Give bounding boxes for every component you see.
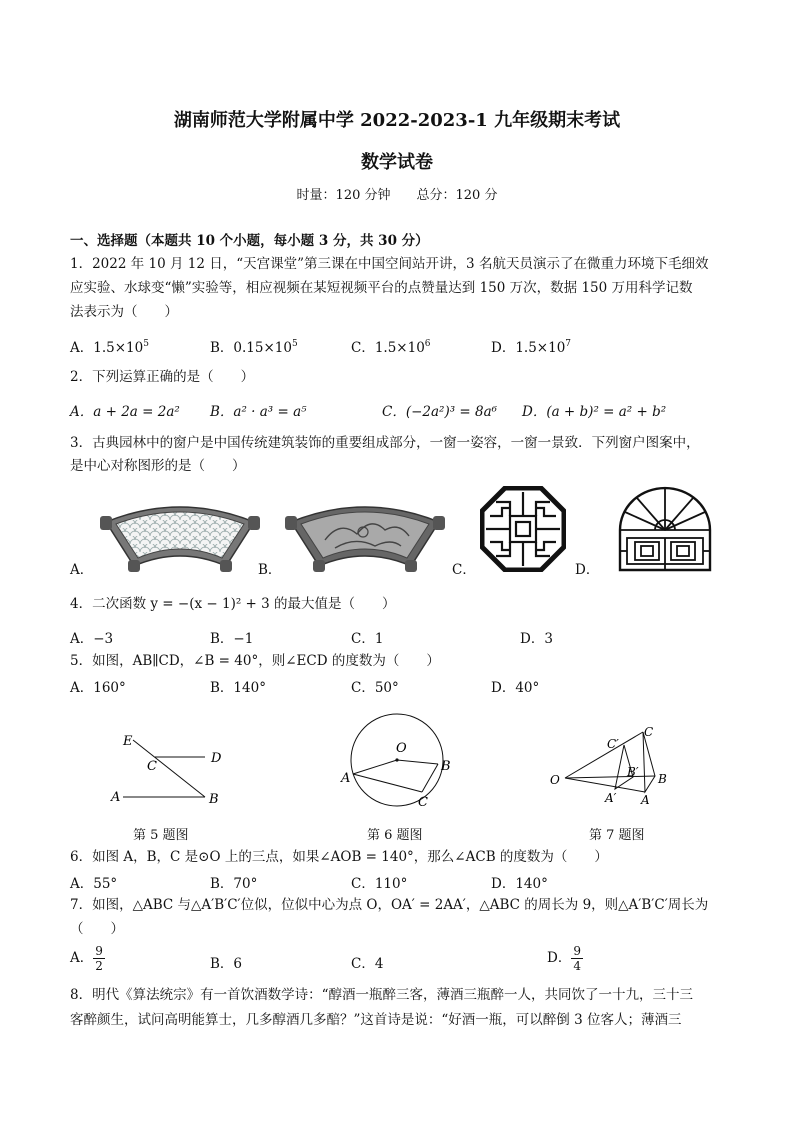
q1-option-a xyxy=(70,336,149,356)
q7-a-numerator: 9 xyxy=(95,944,103,958)
q5-option-a: A．160° xyxy=(70,680,126,696)
q2-option-a: A．a + 2a = 2a² xyxy=(70,404,180,420)
q8-line1: 8．明代《算法统宗》有一首饮酒数学诗：“醇酒一瓶醉三客，薄酒三瓶醉一人，共同饮了一十九，三十三 xyxy=(70,987,693,1003)
q3-option-c: C． xyxy=(452,562,476,578)
q3-line1: 3．古典园林中的窗户是中国传统建筑装饰的重要组成部分，一窗一姿容，一窗一景致．下列窗户图案中， xyxy=(70,435,700,451)
q1-option-d-text: D．1.5×10 xyxy=(491,340,566,356)
q8-line2: 客醉颜生，试问高明能算士，几多醇酒几多醅？”这首诗是说：“好酒一瓶，可以醉倒 3 位客人；薄酒三 xyxy=(70,1012,682,1028)
fig7-label-a-prime: A′ xyxy=(605,791,617,805)
q3-line2: 是中心对称图形的是（ ） xyxy=(70,458,246,474)
q1-option-c-text: C．1.5×10 xyxy=(351,340,425,356)
figure-7-homothety xyxy=(545,722,685,812)
q2-option-d: D．(a + b)² = a² + b² xyxy=(522,404,667,420)
q1-option-b xyxy=(210,336,298,356)
fig5-label-e: E xyxy=(123,734,133,749)
figure-6-caption: 第 6 题图 xyxy=(367,828,423,843)
window-fan-scale-pattern xyxy=(100,496,260,574)
fig6-label-c: C xyxy=(418,795,428,810)
q7-d-numerator: 9 xyxy=(573,944,581,958)
q7-option-a-fraction xyxy=(93,944,105,973)
q1-option-b-text: B．0.15×10 xyxy=(210,340,292,356)
q7-option-d-fraction xyxy=(571,944,583,973)
q7-option-d-label: D． xyxy=(547,950,572,966)
exam-subtitle: 数学试卷 xyxy=(361,152,433,173)
q3-option-b: B． xyxy=(258,562,282,578)
q1-option-c xyxy=(351,336,431,356)
q4-option-b: B．−1 xyxy=(210,631,254,647)
figure-7-caption: 第 7 题图 xyxy=(589,828,645,843)
q3-option-d: D． xyxy=(575,562,600,578)
q1-option-d-exp: 7 xyxy=(565,339,572,349)
fig6-label-a: A xyxy=(341,771,351,786)
fig6-label-o: O xyxy=(396,741,407,756)
q6-option-d: D．140° xyxy=(491,876,548,892)
q1-option-c-exp: 6 xyxy=(424,339,431,349)
exam-title: 湖南师范大学附属中学 2022-2023-1 九年级期末考试 xyxy=(173,110,621,131)
figure-5-caption: 第 5 题图 xyxy=(133,828,189,843)
q1-line1: 1．2022 年 10 月 12 日，“天宫课堂”第三课在中国空间站开讲，3 名航天员演示了在微重力环境下毛细效 xyxy=(70,256,709,272)
window-arch-lattice xyxy=(617,486,713,572)
q5-option-d: D．40° xyxy=(491,680,540,696)
q6-option-a: A．55° xyxy=(70,876,118,892)
section-heading: 一、选择题（本题共 10 个小题，每小题 3 分，共 30 分） xyxy=(70,233,429,249)
q5-option-b: B．140° xyxy=(210,680,266,696)
fig7-label-b-prime: B′ xyxy=(627,765,639,779)
q7-option-c: C．4 xyxy=(351,956,384,972)
figure-5-parallel-lines xyxy=(105,724,235,814)
q1-line2: 应实验、水球变“懒”实验等，相应视频在某短视频平台的点赞量达到 150 万次，数据 150 万用科学记数 xyxy=(70,280,693,296)
figure-6-circle xyxy=(338,712,458,812)
q4-option-d: D．3 xyxy=(520,631,553,647)
q4-option-c: C．1 xyxy=(351,631,384,647)
q6-stem: 6．如图 A，B，C 是⊙O 上的三点，如果∠AOB = 140°，那么∠ACB 的度数为（ ） xyxy=(70,849,608,865)
fig6-label-b: B xyxy=(441,759,451,774)
q1-option-a-text: A．1.5×10 xyxy=(70,340,144,356)
fig5-label-b: B xyxy=(209,792,219,807)
q7-line1: 7．如图，△ABC 与△A′B′C′位似，位似中心为点 O，OA′ = 2AA′，△ABC 的周长为 9，则△A′B′C′周长为 xyxy=(70,897,709,913)
q2-option-b: B．a² · a³ = a⁵ xyxy=(210,404,307,420)
q4-option-a: A．−3 xyxy=(70,631,114,647)
fig7-label-o: O xyxy=(550,773,560,787)
q3-option-a: A． xyxy=(70,562,94,578)
fig7-label-b: B xyxy=(658,772,667,786)
q7-option-a-label: A． xyxy=(70,950,94,966)
q5-option-c: C．50° xyxy=(351,680,399,696)
window-octagon-lattice xyxy=(480,486,566,572)
q6-option-c: C．110° xyxy=(351,876,408,892)
q2-option-c: C．(−2a²)³ = 8a⁶ xyxy=(382,404,498,420)
q5-stem: 5．如图，AB∥CD，∠B = 40°，则∠ECD 的度数为（ ） xyxy=(70,653,440,669)
q1-line3: 法表示为（ ） xyxy=(70,304,178,320)
fig7-label-c: C xyxy=(644,725,654,739)
fig7-label-c-prime: C′ xyxy=(607,737,619,751)
fig5-label-a: A xyxy=(111,790,121,805)
exam-meta: 时量：120 分钟 总分：120 分 xyxy=(296,188,498,203)
fig5-label-d: D xyxy=(211,751,222,766)
q4-stem: 4．二次函数 y = −(x − 1)² + 3 的最大值是（ ） xyxy=(70,596,396,612)
q7-option-b: B．6 xyxy=(210,956,243,972)
q1-option-d xyxy=(491,336,571,356)
q7-d-denominator: 4 xyxy=(573,959,581,973)
q7-a-denominator: 2 xyxy=(95,959,103,973)
q7-option-a xyxy=(70,944,105,973)
fig5-label-c: C xyxy=(147,759,157,774)
q1-option-a-exp: 5 xyxy=(143,339,149,349)
window-fan-carved-pattern xyxy=(285,496,445,574)
q7-line2: （ ） xyxy=(70,921,124,937)
q7-option-d xyxy=(547,944,583,973)
q1-option-b-exp: 5 xyxy=(291,339,298,349)
q6-option-b: B．70° xyxy=(210,876,258,892)
fig7-label-a: A xyxy=(641,793,650,807)
q2-stem: 2．下列运算正确的是（ ） xyxy=(70,369,255,385)
